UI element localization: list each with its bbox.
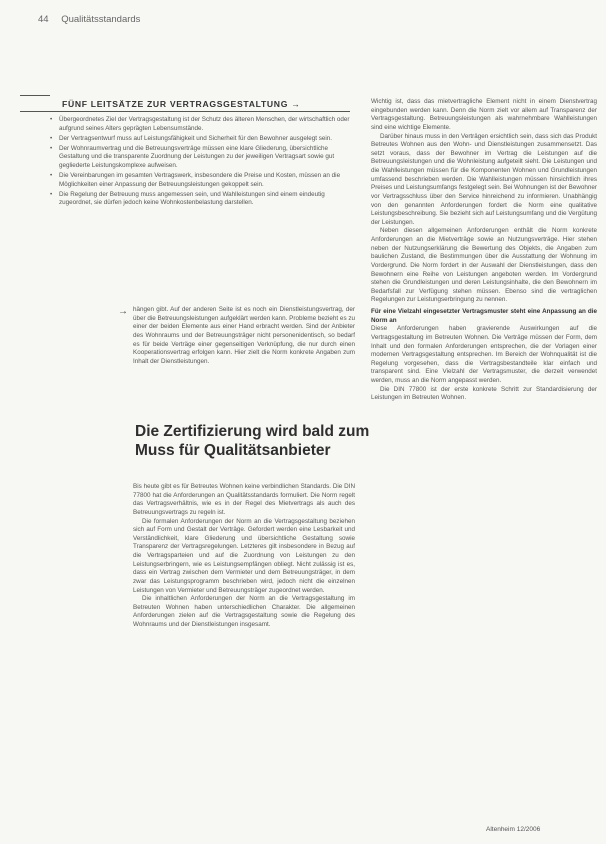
body-paragraph: Darüber hinaus muss in den Verträgen ersichtlich sein, dass sich das Produkt Betreutes Wohnen aus den Wohn- und Dienstleistungen zusammensetzt. Das setzt voraus, dass der Bewohner im Vertrag die Leistungen auf die Betreuungsleistungen und die Wohnleistung aufgeteilt sieht. Die Leistungen und die Wahlleistungen müssen für die Komponenten Wohnen und Grundleistungen umfassend beschrieben werden. Die Wahlleistungen müssen hinsichtlich ihres Preises und Leistungsumfangs festgelegt sein. Bei Wohnungen ist der Bewohner vor Vertragsschluss über den Service hinreichend zu informieren. Unabhängig von den genannten Anforderungen fordert die Norm eine qualitative Leistungsbeschreibung. Sie bezieht sich auf Leistungsumfang und die Vergütung der Leistungen. <box>371 132 597 226</box>
section-subheading: Für eine Vielzahl eingesetzter Vertragsmuster steht eine Anpassung an die Norm an <box>371 308 597 324</box>
section-title: Qualitätsstandards <box>61 14 141 25</box>
page-footer: Altenheim 12/2006 <box>486 826 541 833</box>
guideline-item: • Der Vertragsentwurf muss auf Leistungsfähigkeit und Sicherheit für den Bewohner ausgelegt sein. <box>50 135 355 144</box>
left-column-upper <box>133 306 355 366</box>
guideline-item: • Die Vereinbarungen im gesamten Vertragswerk, insbesondere die Preise und Kosten, müssen an die Möglichkeiten einer Anpassung der Betreuungsleistungen gekoppelt sein. <box>50 172 355 189</box>
box-title: FÜNF LEITSÄTZE ZUR VERTRAGSGESTALTUNG → <box>62 99 301 109</box>
continuation-arrow-icon: → <box>118 306 128 317</box>
guideline-list <box>50 116 355 209</box>
right-column <box>371 98 597 403</box>
box-rule-top-left <box>20 95 50 96</box>
article-subheading: Die Zertifizierung wird bald zum Muss für Qualitätsanbieter <box>135 423 370 459</box>
body-paragraph: Bis heute gibt es für Betreutes Wohnen keine verbindlichen Standards. Die DIN 77800 hat die Anforderungen an Qualitätsstandards formuliert. Die Norm regelt das Vertragsverhältnis, wie es in der Regel des Mietvertrags als auch des Betreuungsvertrags zu regeln ist. <box>133 483 355 516</box>
body-paragraph: hängen gibt. Auf der anderen Seite ist es noch ein Dienstleistungsvertrag, der über die Betreuungsleistungen aufgeklärt werden kann. Probleme bezieht es zu einer der beiden Elemente aus einer Hand erbracht werden. Sind der Anbieter des Wohnraums und der Betreuungsträger nicht personenidentisch, so bedarf es für beide Verträge einer gegenseitigen Verknüpfung, die nur durch einen Kooperationsvertrag erfolgen kann. Hier zielt die Norm konkrete Angaben zum Inhalt der Dienstleistungen. <box>133 306 355 365</box>
running-header <box>38 14 140 25</box>
body-paragraph: Die formalen Anforderungen der Norm an die Vertragsgestaltung beziehen sich auf Form und Gestalt der Verträge. Gefordert werden eine Lesbarkeit und Verständlichkeit, klare Gliederung und übersichtliche Gestaltung sowie Transparenz der Vertragsregelungen. Letzteres gilt insbesondere in Bezug auf die Vertragsparteien und auf die Zuordnung von Leistungen zu den Leistungserbringern, wie es Leistungsempfängen obliegt. Nicht zulässig ist es, dass ein Vertrag zwischen dem Vermieter und dem Betreuungsträger, in dem zwar das Leistungsprogramm beschrieben wird, jedoch nicht die einzelnen Leistungen von Vermieter und Betreuungsträger zugeordnet werden. <box>133 517 355 594</box>
body-paragraph: Neben diesen allgemeinen Anforderungen enthält die Norm konkrete Anforderungen an die Mietverträge sowie an Nutzungsverträge. Hier stehen neben der Nutzungserklärung die Bewertung des Objekts, die Angaben zum baulichen Zustand, die Bestimmungen über die Ausstattung der Wohnung im Vordergrund. Die Norm fordert in der Auswahl der Dienstleistungen, dass den Bewohnern eine Reihe von Leistungen angeboten werden. Im Vordergrund stehen die Grundleistungen und deren Leistungsinhalte, die den Bewohnern im Bedarfsfall zur Verfügung stehen müssen. Ebenso sind die vertraglichen Regelungen zur Leistungserbringung zu nennen. <box>371 227 597 304</box>
body-paragraph: Wichtig ist, dass das mietvertragliche Element nicht in einem Dienstvertrag eingebunden werden kann. Denn die Norm zielt vor allem auf Transparenz der Vertragsgestaltung. Betreuungsleistungen als wahrnehmbare Wahlleistungen sind eine wichtige Elemente. <box>371 98 597 131</box>
guideline-item: • Übergeordnetes Ziel der Vertragsgestaltung ist der Schutz des älteren Menschen, der wirtschaftlich oder aufgrund seines Alters geprägten Lebensumstände. <box>50 116 355 133</box>
body-paragraph: Die inhaltlichen Anforderungen der Norm an die Vertragsgestaltung im Betreuten Wohnen haben unterschiedlichen Charakter. Die allgemeinen Anforderungen zielen auf die Vertragsgestaltung sowie die Regelung des Wohnraums und der Dienstleistungen insgesamt. <box>133 595 355 628</box>
body-paragraph: Die DIN 77800 ist der erste konkrete Schritt zur Standardisierung der Leistungen im Betreuten Wohnen. <box>371 385 597 402</box>
left-column-lower <box>133 483 355 630</box>
body-paragraph: Diese Anforderungen haben gravierende Auswirkungen auf die Vertragsgestaltung im Betreuten Wohnen. Die Verträge müssen der Form, dem Inhalt und den formalen Anforderungen entsprechen, die der Vorlagen einer modernen Vertragsgestaltung entsprechen. Im Bereich der Wohnqualität ist die Regelung vorgesehen, dass die Vertragsbestandteile klar einfach und transparent sind. Eine Vielzahl der Vertragsmuster, die derzeit verwendet werden, muss an die Norm angepasst werden. <box>371 325 597 384</box>
guideline-item: • Der Wohnraumvertrag und die Betreuungsverträge müssen eine klare Gliederung, übersichtliche Gestaltung und die transparente Zuordnung der Leistungen zu der jeweiligen Vertragsart sowie gut gegliederte Leistungskomplexe aufweisen. <box>50 145 355 171</box>
page-number: 44 <box>38 14 49 25</box>
box-rule-top <box>20 111 350 112</box>
guideline-item: • Die Regelung der Betreuung muss angemessen sein, und Wahlleistungen sind einem eindeutig zugeordnet, sie dürfen jedoch keine Wohnkostenbelastung darstellen. <box>50 191 355 208</box>
